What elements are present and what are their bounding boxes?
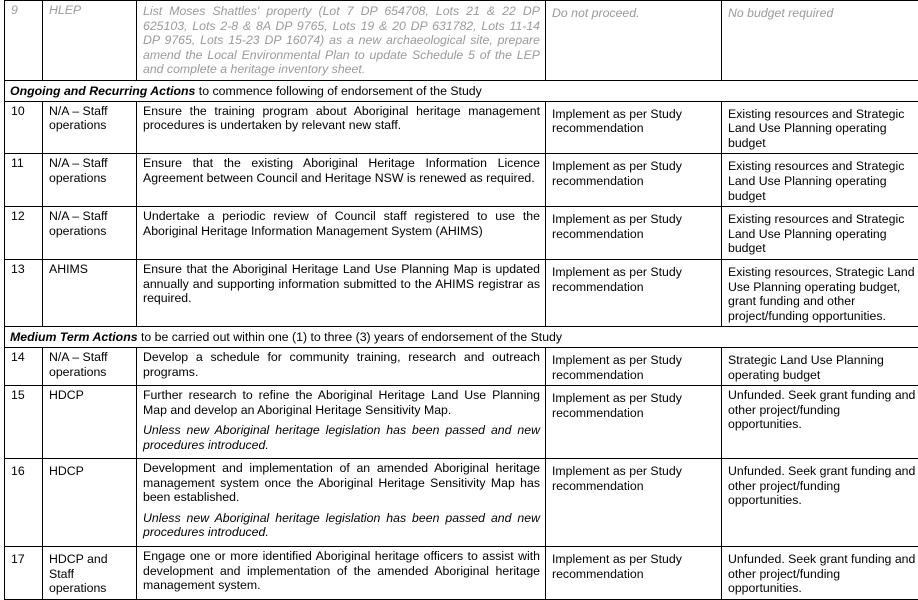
- action-number: 17: [5, 547, 43, 600]
- action-description: Ensure the training program about Aboriginal heritage management procedures is undertaken by relevant new staff.: [137, 101, 546, 154]
- action-number: 16: [5, 459, 43, 547]
- action-description: Further research to refine the Aboriginal Heritage Land Use Planning Map and develop an Aboriginal Heritage Sensitivity Map.: [143, 388, 540, 417]
- recommendation: Implement as per Study recommendation: [546, 459, 722, 547]
- funding-source: Unfunded. Seek grant funding and other project/funding opportunities.: [722, 547, 918, 600]
- action-note: Unless new Aboriginal heritage legislation has been passed and new procedures introduced.: [143, 423, 540, 452]
- responsible-agency: N/A – Staff operations: [43, 101, 137, 154]
- table-row: [5, 259, 918, 326]
- actions-table: [4, 0, 918, 600]
- action-description: Develop a schedule for community training, research and outreach programs.: [137, 347, 546, 385]
- table-row: [5, 347, 918, 385]
- funding-source: Existing resources and Strategic Land Use Planning operating budget: [722, 207, 918, 260]
- responsible-agency: HDCP and Staff operations: [43, 547, 137, 600]
- action-description-cell: [137, 386, 546, 459]
- funding-source: Existing resources, Strategic Land Use Planning operating budget, grant funding and other project/funding opportunities.: [722, 259, 918, 326]
- recommendation: Implement as per Study recommendation: [546, 207, 722, 260]
- table-row: [5, 386, 918, 459]
- funding-source: Unfunded. Seek grant funding and other project/funding opportunities.: [722, 459, 918, 547]
- responsible-agency: N/A – Staff operations: [43, 347, 137, 385]
- table-row: [5, 154, 918, 207]
- funding-source: Unfunded. Seek grant funding and other project/funding opportunities.: [722, 386, 918, 459]
- section-header-ongoing: [5, 81, 918, 102]
- action-number: 14: [5, 347, 43, 385]
- section-title: Medium Term Actions: [10, 330, 138, 344]
- table-row: [5, 101, 918, 154]
- responsible-agency: N/A – Staff operations: [43, 207, 137, 260]
- action-description: Ensure that the existing Aboriginal Heritage Information Licence Agreement between Council and Heritage NSW is renewed as required.: [137, 154, 546, 207]
- table-row: [5, 547, 918, 600]
- action-description: Engage one or more identified Aboriginal heritage officers to assist with development and implementation of the amended Aboriginal heritage management system.: [137, 547, 546, 600]
- recommendation: Implement as per Study recommendation: [546, 347, 722, 385]
- funding-source: No budget required: [722, 1, 918, 81]
- table-row: [5, 459, 918, 547]
- recommendation: Implement as per Study recommendation: [546, 101, 722, 154]
- action-description: Development and implementation of an amended Aboriginal heritage management system once the Aboriginal Heritage Sensitivity Map has been established.: [143, 461, 540, 505]
- action-number: 11: [5, 154, 43, 207]
- section-title: Ongoing and Recurring Actions: [10, 84, 195, 98]
- action-number: 15: [5, 386, 43, 459]
- responsible-agency: HDCP: [43, 386, 137, 459]
- recommendation: Do not proceed.: [546, 1, 722, 81]
- responsible-agency: HLEP: [43, 1, 137, 81]
- section-header-medium: [5, 327, 918, 348]
- table-row: [5, 207, 918, 260]
- responsible-agency: N/A – Staff operations: [43, 154, 137, 207]
- action-description: List Moses Shattles' property (Lot 7 DP 654708, Lots 21 & 22 DP 625103, Lots 2-8 & 8A DP 9765, Lots 19 & 20 DP 631782, Lots 11-14 DP 9765, Lots 15-23 DP 16074) as a new archaeological site, prepare amend the Local Environmental Plan to update Schedule 5 of the LEP and complete a heritage inventory sheet.: [137, 1, 546, 81]
- responsible-agency: AHIMS: [43, 259, 137, 326]
- action-number: 12: [5, 207, 43, 260]
- recommendation: Implement as per Study recommendation: [546, 259, 722, 326]
- funding-source: Strategic Land Use Planning operating budget: [722, 347, 918, 385]
- action-description-cell: [137, 459, 546, 547]
- action-note: Unless new Aboriginal heritage legislation has been passed and new procedures introduced.: [143, 511, 540, 540]
- recommendation: Implement as per Study recommendation: [546, 154, 722, 207]
- recommendation: Implement as per Study recommendation: [546, 547, 722, 600]
- action-number: 10: [5, 101, 43, 154]
- action-description: Ensure that the Aboriginal Heritage Land Use Planning Map is updated annually and supporting information submitted to the AHIMS registrar as required.: [137, 259, 546, 326]
- section-subtitle: to be carried out within one (1) to three (3) years of endorsement of the Study: [138, 330, 562, 344]
- recommendation: Implement as per Study recommendation: [546, 386, 722, 459]
- table-row: [5, 1, 918, 81]
- funding-source: Existing resources and Strategic Land Use Planning operating budget: [722, 154, 918, 207]
- action-number: 9: [5, 1, 43, 81]
- action-description: Undertake a periodic review of Council staff registered to use the Aboriginal Heritage Information Management System (AHIMS): [137, 207, 546, 260]
- responsible-agency: HDCP: [43, 459, 137, 547]
- section-subtitle: to commence following of endorsement of the Study: [195, 84, 481, 98]
- action-number: 13: [5, 259, 43, 326]
- funding-source: Existing resources and Strategic Land Use Planning operating budget: [722, 101, 918, 154]
